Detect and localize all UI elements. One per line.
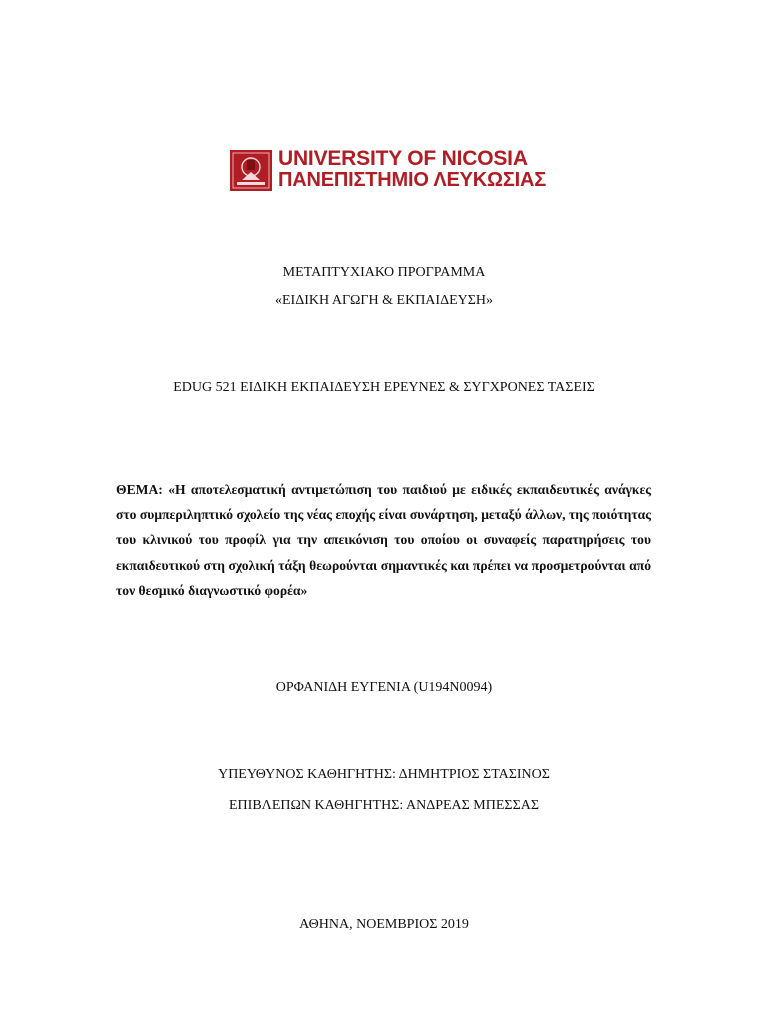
supervisor-line: ΥΠΕΥΘΥΝΟΣ ΚΑΘΗΓΗΤΗΣ: ΔΗΜΗΤΡΙΟΣ ΣΤΑΣΙΝΟΣ	[218, 767, 550, 782]
logo-line-english: UNIVERSITY OF NICOSIA	[278, 147, 528, 170]
topic-label: ΘΕΜΑ:	[116, 482, 163, 497]
topic-paragraph	[116, 477, 651, 603]
program-subtitle: «ΕΙΔΙΚΗ ΑΓΩΓΗ & ΕΚΠΑΙΔΕΥΣΗ»	[275, 293, 493, 308]
course-title: EDUG 521 ΕΙΔΙΚΗ ΕΚΠΑΙΔΕΥΣΗ ΕΡΕΥΝΕΣ & ΣΥΓΧΡΟΝΕΣ ΤΑΣΕΙΣ	[173, 380, 595, 395]
logo-line-greek: ΠΑΝΕΠΙΣΤΗΜΙΟ ΛΕΥΚΩΣΙΑΣ	[278, 169, 547, 191]
topic-text: «Η αποτελεσματική αντιμετώπιση του παιδιού με ειδικές εκπαιδευτικές ανάγκες στο συμπεριληπτικό σχολείο της νέας εποχής είναι συνάρτηση, μεταξύ άλλων, της ποιότητας του κλινικού του προφίλ για την απεικόνιση του οποίου οι συναφείς παρατηρήσεις του εκπαιδευτικού στη σχολική τάξη θεωρούνται σημαντικές και πρέπει να προσμετρούνται από τον θεσμικό διαγνωστικό φορέα»	[116, 482, 651, 598]
reviewer-line: ΕΠΙΒΛΕΠΩΝ ΚΑΘΗΓΗΤΗΣ: ΑΝΔΡΕΑΣ ΜΠΕΣΣΑΣ	[229, 798, 539, 813]
place-date: ΑΘΗΝΑ, ΝΟΕΜΒΡΙΟΣ 2019	[299, 917, 469, 932]
university-seal-icon	[230, 150, 272, 191]
program-title: ΜΕΤΑΠΤΥΧΙΑΚΟ ΠΡΟΓΡΑΜΜΑ	[282, 265, 486, 280]
student-name: ΟΡΦΑΝΙΔΗ ΕΥΓΕΝΙΑ (U194N0094)	[275, 680, 493, 695]
university-logo	[230, 147, 547, 192]
